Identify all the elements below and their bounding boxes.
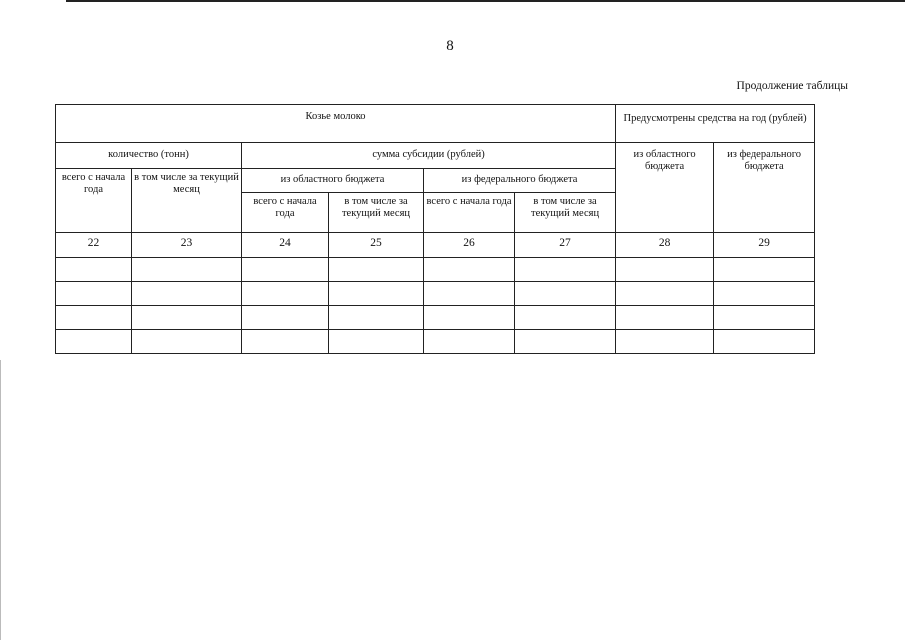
empty-cell <box>242 258 329 282</box>
header-federal-budget-year: из федерального бюджета <box>714 143 815 233</box>
empty-cell <box>56 258 132 282</box>
empty-cell <box>56 306 132 330</box>
header-goat-milk: Козье молоко <box>56 105 616 143</box>
empty-cell <box>56 330 132 354</box>
empty-cell <box>515 282 616 306</box>
header-quantity: количество (тонн) <box>56 143 242 169</box>
empty-cell <box>714 330 815 354</box>
empty-cell <box>515 306 616 330</box>
header-subsidy-sum: сумма субсидии (рублей) <box>242 143 616 169</box>
empty-cell <box>242 330 329 354</box>
header-fed-since-start: всего с начала года <box>424 193 515 233</box>
empty-cell <box>616 306 714 330</box>
empty-cell <box>242 282 329 306</box>
column-number-row <box>56 233 815 258</box>
empty-cell <box>132 330 242 354</box>
empty-cell <box>329 258 424 282</box>
top-border-line <box>66 0 905 2</box>
empty-cell <box>424 282 515 306</box>
empty-cell <box>515 330 616 354</box>
scan-edge-mark <box>0 360 1 640</box>
empty-cell <box>242 306 329 330</box>
empty-cell <box>714 306 815 330</box>
column-number: 26 <box>424 233 515 258</box>
header-from-regional: из областного бюджета <box>242 169 424 193</box>
header-funds-per-year: Предусмотрены средства на год (рублей) <box>616 105 815 143</box>
empty-cell <box>424 306 515 330</box>
subsidy-table <box>55 104 815 354</box>
empty-cell <box>714 282 815 306</box>
empty-cell <box>329 282 424 306</box>
table-row <box>56 258 815 282</box>
empty-cell <box>329 330 424 354</box>
table-row <box>56 330 815 354</box>
continuation-label: Продолжение таблицы <box>736 80 848 92</box>
header-row-2 <box>56 143 815 169</box>
table-row <box>56 306 815 330</box>
empty-cell <box>132 282 242 306</box>
empty-cell <box>132 258 242 282</box>
header-fed-this-month: в том числе за текущий месяц <box>515 193 616 233</box>
column-number: 24 <box>242 233 329 258</box>
header-qty-this-month: в том числе за текущий месяц <box>132 169 242 233</box>
header-reg-this-month: в том числе за текущий месяц <box>329 193 424 233</box>
empty-cell <box>515 258 616 282</box>
column-number: 27 <box>515 233 616 258</box>
empty-cell <box>616 330 714 354</box>
column-number: 25 <box>329 233 424 258</box>
page-number: 8 <box>446 38 454 54</box>
empty-cell <box>132 306 242 330</box>
table-row <box>56 282 815 306</box>
empty-cell <box>424 258 515 282</box>
header-regional-budget-year: из областного бюджета <box>616 143 714 233</box>
column-number: 23 <box>132 233 242 258</box>
header-from-federal: из федерального бюджета <box>424 169 616 193</box>
column-number: 28 <box>616 233 714 258</box>
column-number: 22 <box>56 233 132 258</box>
empty-cell <box>424 330 515 354</box>
empty-cell <box>329 306 424 330</box>
empty-cell <box>56 282 132 306</box>
column-number: 29 <box>714 233 815 258</box>
empty-cell <box>616 282 714 306</box>
header-reg-since-start: всего с начала года <box>242 193 329 233</box>
header-row-1 <box>56 105 815 143</box>
empty-cell <box>616 258 714 282</box>
empty-cell <box>714 258 815 282</box>
header-qty-since-start: всего с начала года <box>56 169 132 233</box>
